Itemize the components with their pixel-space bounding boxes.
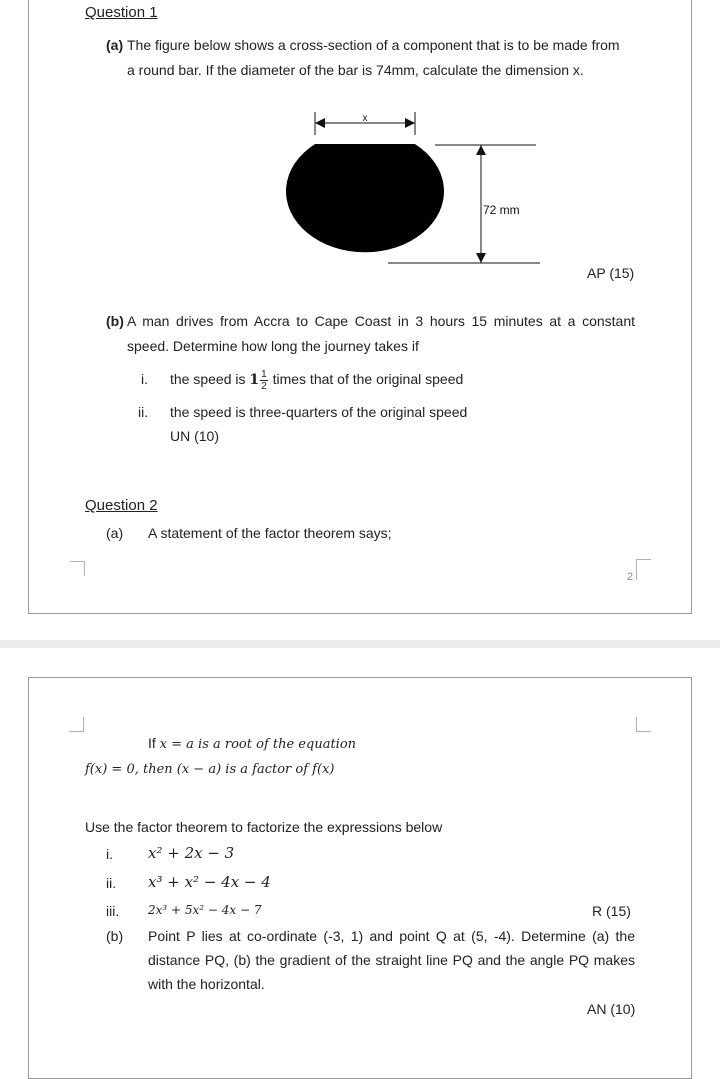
expr-iii-num: iii. — [106, 903, 120, 919]
q1b-item-ii-num: ii. — [138, 404, 149, 420]
q1b-line-2: speed. Determine how long the journey takes if — [127, 338, 419, 354]
q1b-marks: UN (10) — [170, 428, 220, 444]
question-1-heading: Question 1 — [85, 4, 158, 21]
expr-i: x² + 2x − 3 — [148, 844, 235, 862]
truncated-circle — [286, 144, 444, 252]
q1b-item-i-num: i. — [141, 371, 148, 387]
q1b-item-i — [170, 366, 463, 392]
q2b-marks: AN (10) — [587, 1001, 636, 1017]
expr-ii: x³ + x² − 4x − 4 — [148, 873, 271, 891]
expr-iii: 2x³ + 5x² − 4x − 7 — [148, 903, 262, 917]
q1b-item-i-text-before: the speed is — [170, 371, 246, 387]
expr-marks: R (15) — [592, 903, 631, 919]
q1a-label: (a) — [106, 37, 124, 53]
q2a-text: A statement of the factor theorem says; — [148, 525, 392, 541]
expr-i-num: i. — [106, 846, 113, 862]
fraction-denominator: 2 — [261, 380, 267, 392]
page-gap — [0, 640, 720, 648]
q2b-line-3: with the horizontal. — [148, 976, 265, 992]
q2b-line-2: distance PQ, (b) the gradient of the straight line PQ and the angle PQ makes — [148, 952, 635, 968]
q1b-item-ii-text: the speed is three-quarters of the original speed — [170, 404, 468, 420]
corner-mark-top-right — [636, 717, 651, 732]
q1a-line-2: a round bar. If the diameter of the bar is 74mm, calculate the dimension x. — [127, 62, 584, 78]
cross-section-figure — [270, 105, 550, 275]
expr-ii-num: ii. — [106, 875, 117, 891]
theorem-line-1 — [148, 735, 356, 752]
theorem-line-2: f(x) = 0, then (x − a) is a factor of f(x) — [85, 762, 335, 777]
factorize-instruction: Use the factor theorem to factorize the expressions below — [85, 819, 443, 835]
height-label: 72 mm — [483, 203, 520, 217]
q1a-marks: AP (15) — [587, 265, 635, 281]
corner-mark-bottom-left — [70, 561, 85, 576]
theorem-if: If — [148, 735, 156, 751]
q2b-line-1: Point P lies at co-ordinate (-3, 1) and point Q at (5, -4). Determine (a) the — [148, 928, 635, 944]
q1b-line-1: A man drives from Accra to Cape Coast in 3 hours 15 minutes at a constant — [127, 313, 635, 329]
q1b-item-i-text-after: times that of the original speed — [272, 371, 464, 387]
mixed-number-fraction — [260, 369, 268, 392]
q2a-label: (a) — [106, 525, 124, 541]
q1b-label: (b) — [106, 313, 124, 329]
q1a-line-1: The figure below shows a cross-section of a component that is to be made from — [127, 37, 620, 53]
q2b-label: (b) — [106, 928, 124, 944]
corner-mark-bottom-right — [636, 559, 651, 580]
page-1 — [28, 0, 692, 614]
question-2-heading: Question 2 — [85, 497, 158, 514]
fraction-numerator: 1 — [261, 368, 267, 380]
theorem-math-1: x = a is a root of the equation — [159, 737, 357, 752]
page-number: 2 — [627, 571, 634, 583]
mixed-number-whole: 1 — [249, 372, 260, 388]
x-label: x — [362, 113, 368, 124]
corner-mark-top-left — [69, 717, 84, 732]
page-2 — [28, 677, 692, 1079]
